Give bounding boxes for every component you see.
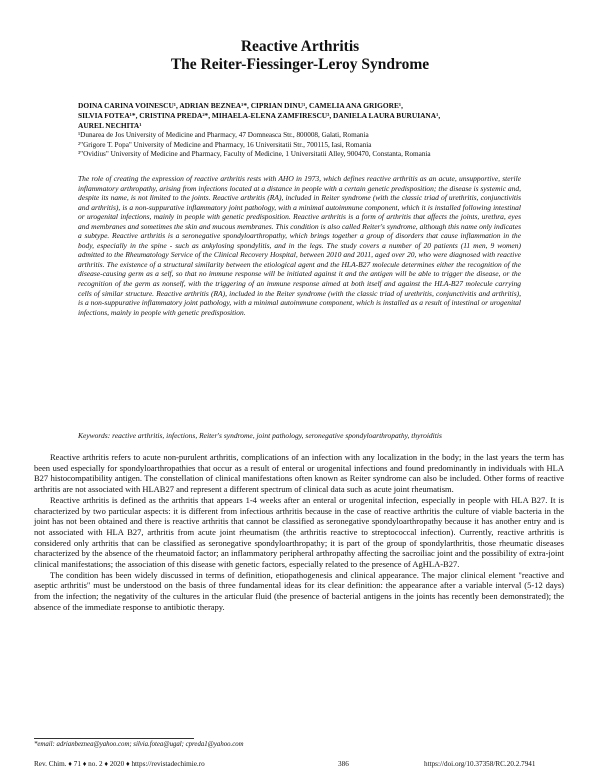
corresponding-email-footnote: *email: adrianbeznea@yahoo.com; silvia.fotea@ugal; cpreda1@yahoo.com xyxy=(34,741,244,748)
affiliation-item: ³"Ovidius" University of Medicine and Pharmacy, Faculty of Medicine, 1 Universitatii Alley, 900470, Constanta, Romania xyxy=(78,150,431,159)
journal-citation: Rev. Chim. ♦ 71 ♦ no. 2 ♦ 2020 ♦ https://revistadechimie.ro xyxy=(34,760,205,768)
body-paragraph: The condition has been widely discussed in terms of definition, etiopathogenesis and clinical appearance. The major clinical element "reactive and aseptic arthritis" must be understood on the basis of three fundamental ideas for its clear definition: the appearance after a variable interval (5-12 days) from the infection; the negativity of the cultures in the articular fluid (the presence of bacterial antigens in the joints has recently been demonstrated); the absence of the immediate response to antibiotic therapy. xyxy=(34,569,564,612)
author-line: SILVIA FOTEA¹*, CRISTINA PREDA²*, MIHAELA-ELENA ZAMFIRESCU³, DANIELA LAURA BURUIANA¹, xyxy=(78,111,441,120)
abstract: The role of creating the expression of reactive arthritis rests with AHO in 1973, which defines reactive arthritis as an acute, unsupportive, sterile inflammatory arthropathy, arising from infections located at a distance in people with a certain genetic predisposition; the disease is systemic and, despite its name, is not limited to the joints. Reactive arthritis (RA), included in Reiter syndrome (with the classic triad of urethritis, conjunctivitis and arthritis), is a non-suppurative inflammatory joint pathology, with a minimal autoimmune component, which it is installed following intestinal or urogenital infections, mainly in people with genetic predisposition. Reactive arthritis is a form of arthritis that affects the joints, urethra, eyes and membranes and sometimes the skin and mucous membranes. This condition is also called Reiter's syndrome, although this name only indicates a subtype. Reactive arthritis is a seronegative spondyloarthropathy, which brings together a group of disorders that cause inflammation in the body, especially in the spine - such as ankylosing spondylitis, and in the legs. The study covers a number of 20 patients (11 men, 9 women) admitted to the Rheumatology Service of the Clinical Recovery Hospital, between 2010 and 2011, aged over 20, who were diagnosed with reactive arthritis. The existence of a structural similarity between the etiological agent and the HLA-B27 molecule determines either the recognition of the disease-causing germ as a self, so that no immune response will be initiated against it and the antigen will be able to trigger the disease, or the recognition of the germ as nonself, with the triggering of an immune response aimed at both itself and against the HLA-B27 molecule carrying cells of similar structure. Reactive arthritis (RA), included in the Reiter syndrome (with the classic triad of urethritis, conjunctivitis and arthritis), is a non-suppurative inflammatory joint pathology, with a minimal autoimmune component, which is installed as a result of intestinal or urogenital infections, mainly in people with genetic predisposition. xyxy=(78,174,521,317)
body-paragraph: Reactive arthritis is defined as the arthritis that appears 1-4 weeks after an enteral or urogenital infection, especially in people with HLA B27. It is characterized by two particular aspects: it is different from infectious arthritis because in the case of reactive arthritis the culture of viable bacteria in the joint has not been obtained and there is reactive arthritis that cannot be classified as seronegative spondyloarthropathy because it has another entry and is not associated with HLA B27, arthritis from acute joint rheumatism (the arthritis reactive to streptococcal infection). Currently, reactive arthritis is considered only arthritis that can be classified as seronegative spondyloarthropathy; it is part of the group of spondylarthritis, those rheumatic diseases characterized by the absence of the rheumatoid factor; an inflammatory peripheral arthropathy affecting the sacroiliac joint and the possibility of extra-joint clinical manifestations; the association of this disease with genetic factors, especially related to the presence of AgHLA-B27. xyxy=(34,494,564,570)
author-list xyxy=(78,101,528,131)
affiliation-item: ¹Dunarea de Jos University of Medicine and Pharmacy, 47 Domneasca Str., 800008, Galati, Romania xyxy=(78,131,369,139)
affiliation-item: ²"Grigore T. Popa" University of Medicine and Pharmacy, 16 Universitatii Str., 700115, Iasi, Romania xyxy=(78,140,372,149)
keywords: Keywords: reactive arthritis, infections, Reiter's syndrome, joint pathology, seronegative spondyloarthropathy, thyroiditis xyxy=(78,431,442,440)
page-number: 386 xyxy=(338,760,349,768)
body-paragraph: Reactive arthritis refers to acute non-purulent arthritis, complications of an infection with any localization in the body; in the last years the term has been used especially for spondyloarthropathies that occur as a result of enteral or urogenital infections and found predominantly in individuals with HLA B27 histocompatibility antigen. The constellation of clinical manifestations often known as Reiter syndrome can also be included. Other forms of reactive arthritis are not associated with HLAB27 and represent a different spectrum of clinical data such as acute joint rheumatism. xyxy=(34,452,564,495)
author-line: AUREL NECHITA¹ xyxy=(78,121,142,130)
doi-link[interactable]: https://doi.org/10.37358/RC.20.2.7941 xyxy=(424,760,536,768)
body-text xyxy=(34,452,564,613)
author-line: DOINA CARINA VOINESCU¹, ADRIAN BEZNEA¹*, CIPRIAN DINU¹, CAMELIA ANA GRIGORE¹, xyxy=(78,101,403,110)
paper-title: Reactive Arthritis xyxy=(240,38,360,55)
footnote-divider xyxy=(34,738,194,739)
affiliation-list xyxy=(78,131,548,160)
paper-subtitle: The Reiter-Fiessinger-Leroy Syndrome xyxy=(170,56,430,73)
